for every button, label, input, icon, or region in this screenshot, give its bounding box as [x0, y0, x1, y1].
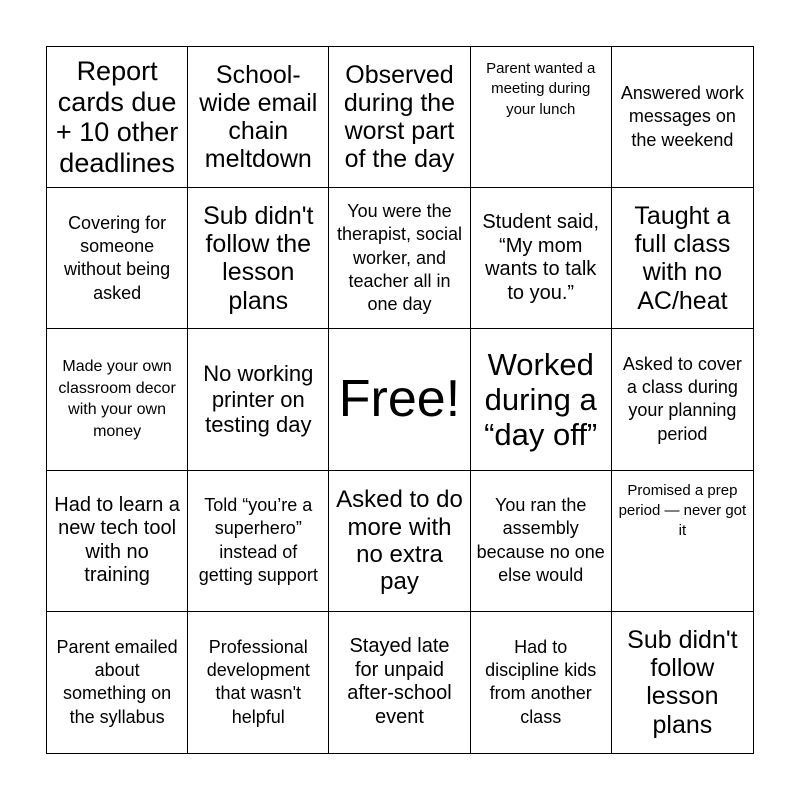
bingo-board	[46, 46, 754, 754]
cell-text: Student said, “My mom wants to talk to you.”	[482, 211, 600, 304]
cell-text: No working printer on testing day	[203, 360, 314, 438]
bingo-cell-r2c1[interactable]	[47, 188, 188, 329]
cell-text: Taught a full class with no AC/heat	[634, 201, 731, 315]
cell-text: Sub didn't follow lesson plans	[627, 625, 738, 739]
bingo-cell-r3c1[interactable]	[47, 329, 188, 470]
cell-text: Made your own classroom decor with your own money	[58, 358, 176, 441]
cell-text: Asked to do more with no extra pay	[336, 486, 463, 595]
bingo-cell-r5c1[interactable]	[47, 612, 188, 753]
bingo-cell-r5c4[interactable]	[471, 612, 612, 753]
bingo-cell-free[interactable]	[329, 329, 470, 470]
bingo-cell-r4c2[interactable]	[188, 471, 329, 612]
cell-text: Worked during a “day off”	[484, 346, 598, 452]
bingo-cell-r2c2[interactable]	[188, 188, 329, 329]
cell-text: Report cards due + 10 other deadlines	[55, 56, 179, 178]
bingo-cell-r2c3[interactable]	[329, 188, 470, 329]
cell-text: Promised a prep period — never got it	[618, 481, 747, 540]
cell-text: Had to discipline kids from another class	[485, 636, 597, 727]
bingo-cell-r4c4[interactable]	[471, 471, 612, 612]
cell-text: Stayed late for unpaid after-school event	[347, 635, 452, 728]
bingo-cell-r3c4[interactable]	[471, 329, 612, 470]
bingo-cell-r2c5[interactable]	[612, 188, 753, 329]
cell-text: Observed during the worst part of the day	[343, 60, 456, 174]
bingo-cell-r2c4[interactable]	[471, 188, 612, 329]
cell-text: Parent emailed about something on the syllabus	[56, 636, 178, 727]
free-space-label: Free!	[338, 370, 461, 429]
cell-text: School-wide email chain meltdown	[199, 60, 318, 174]
cell-text: Sub didn't follow the lesson plans	[203, 201, 314, 315]
bingo-cell-r4c5[interactable]	[612, 471, 753, 612]
bingo-cell-r1c3[interactable]	[329, 47, 470, 188]
bingo-cell-r3c2[interactable]	[188, 329, 329, 470]
bingo-cell-r1c2[interactable]	[188, 47, 329, 188]
bingo-cell-r1c4[interactable]	[471, 47, 612, 188]
cell-text: Professional development that wasn't helpful	[206, 636, 310, 727]
cell-text: Had to learn a new tech tool with no training	[54, 493, 180, 587]
bingo-cell-r1c5[interactable]	[612, 47, 753, 188]
bingo-cell-r4c3[interactable]	[329, 471, 470, 612]
cell-text: You ran the assembly because no one else would	[476, 494, 605, 586]
cell-text: Asked to cover a class during your planning period	[622, 353, 742, 444]
cell-text: Answered work messages on the weekend	[620, 83, 744, 150]
bingo-cell-r5c3[interactable]	[329, 612, 470, 753]
bingo-cell-r1c1[interactable]	[47, 47, 188, 188]
bingo-cell-r4c1[interactable]	[47, 471, 188, 612]
cell-text: Told “you’re a superhero” instead of getting support	[198, 494, 318, 586]
cell-text: Covering for someone without being asked	[64, 212, 171, 303]
bingo-cell-r3c5[interactable]	[612, 329, 753, 470]
cell-text: You were the therapist, social worker, and teacher all in one day	[336, 200, 463, 315]
bingo-cell-r5c5[interactable]	[612, 612, 753, 753]
bingo-cell-r5c2[interactable]	[188, 612, 329, 753]
cell-text: Parent wanted a meeting during your lunch	[486, 60, 596, 118]
